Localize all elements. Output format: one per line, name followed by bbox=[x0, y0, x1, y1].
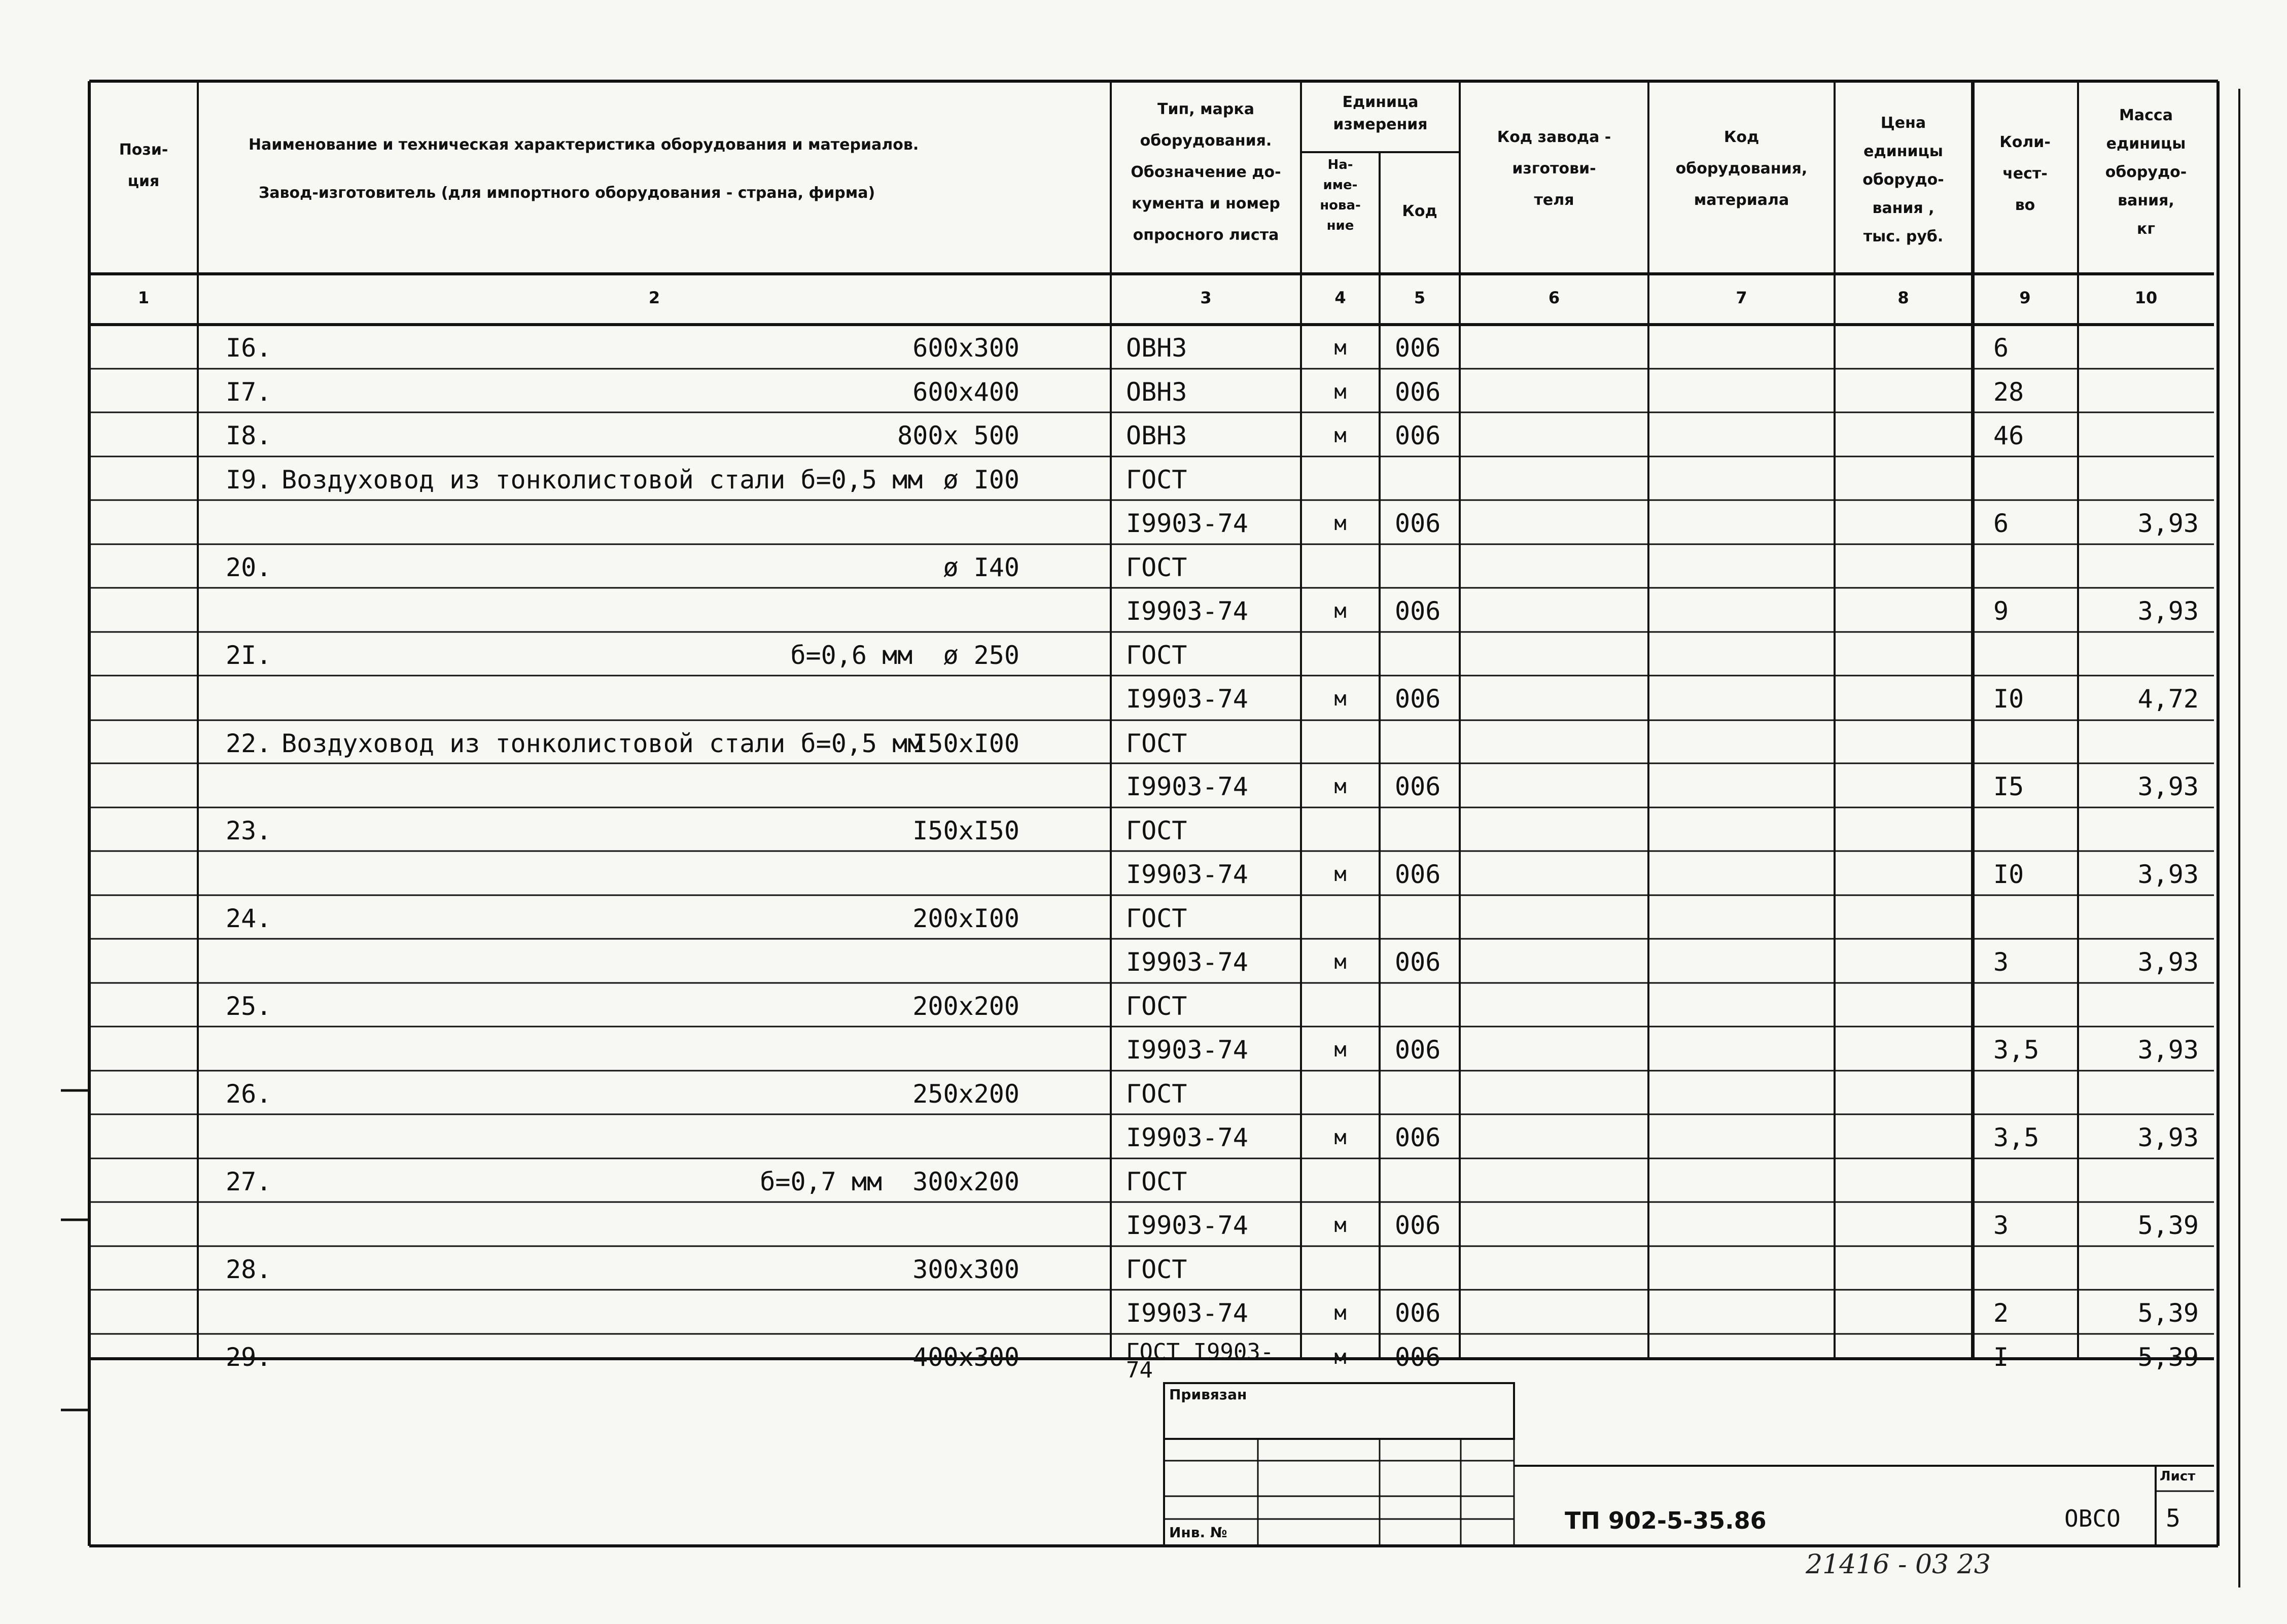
type-header-line: кумента и номер bbox=[1132, 195, 1280, 213]
row-number: 27. bbox=[226, 1167, 272, 1196]
row-number: I8. bbox=[226, 421, 272, 450]
row-unit-code: 006 bbox=[1395, 947, 1441, 977]
row-quantity: 28 bbox=[1993, 377, 2024, 407]
row-type: ГОСТ bbox=[1126, 1079, 1187, 1109]
row-number: 20. bbox=[226, 553, 272, 582]
equipment-code-header-line: оборудования, bbox=[1675, 160, 1808, 178]
equipment-code-header-line: материала bbox=[1694, 191, 1789, 209]
factory-code-header-line: теля bbox=[1534, 191, 1574, 209]
unit-group-header-line: Единица bbox=[1342, 93, 1419, 111]
column-number: 2 bbox=[648, 288, 660, 307]
row-mass: 5,39 bbox=[2137, 1298, 2199, 1328]
row-mass: 3,93 bbox=[2137, 1035, 2199, 1065]
position-header-line: ция bbox=[127, 172, 160, 190]
row-number: I6. bbox=[226, 333, 272, 363]
row-quantity: I0 bbox=[1993, 684, 2024, 714]
row-type: ГОСТ bbox=[1126, 992, 1187, 1021]
handwritten-note: 21416 - 03 23 bbox=[1806, 1549, 1991, 1580]
mass-header-line: кг bbox=[2136, 220, 2156, 238]
row-type: I9903-74 bbox=[1126, 1035, 1248, 1065]
row-unit-code: 006 bbox=[1395, 1035, 1441, 1065]
row-size: 400x300 bbox=[912, 1343, 1019, 1372]
type-header-line: Тип, марка bbox=[1157, 100, 1254, 118]
document-number: ТП 902-5-35.86 bbox=[1565, 1507, 1767, 1534]
row-number: 2I. bbox=[226, 641, 272, 670]
inventory-label: Инв. № bbox=[1169, 1524, 1227, 1541]
row-type: ГОСТ bbox=[1126, 465, 1187, 495]
linked-label: Привязан bbox=[1169, 1386, 1247, 1403]
row-size: ø I00 bbox=[943, 465, 1019, 495]
row-size: 200xI00 bbox=[912, 904, 1019, 933]
row-unit: м bbox=[1334, 775, 1347, 798]
row-mass: 3,93 bbox=[2137, 596, 2199, 626]
column-number: 5 bbox=[1414, 288, 1426, 307]
column-number: 4 bbox=[1334, 288, 1346, 307]
row-unit: м bbox=[1334, 1214, 1347, 1237]
row-number: 29. bbox=[226, 1343, 272, 1372]
row-quantity: 6 bbox=[1993, 333, 2009, 363]
name-header-line: Завод-изготовитель (для импортного оборудования - страна, фирма) bbox=[259, 184, 875, 202]
row-unit: м bbox=[1334, 1301, 1347, 1325]
row-type: I9903-74 bbox=[1126, 1298, 1248, 1328]
price-header-line: тыс. руб. bbox=[1863, 228, 1944, 245]
row-type: I9903-74 bbox=[1126, 860, 1248, 889]
row-mass: 3,93 bbox=[2137, 947, 2199, 977]
row-size: 250x200 bbox=[912, 1079, 1019, 1109]
price-header-line: единицы bbox=[1863, 143, 1943, 160]
type-header-line: Обозначение до- bbox=[1131, 163, 1281, 181]
row-type: ГОСТ bbox=[1126, 1255, 1187, 1284]
row-size: б=0,6 мм ø 250 bbox=[790, 641, 1019, 670]
row-unit-code: 006 bbox=[1395, 509, 1441, 538]
row-size: 800x 500 bbox=[897, 421, 1019, 450]
row-type: ОВН3 bbox=[1126, 333, 1187, 363]
row-unit-code: 006 bbox=[1395, 684, 1441, 714]
column-number: 1 bbox=[137, 288, 150, 307]
unit-name-header-line: име- bbox=[1323, 178, 1358, 193]
row-size: 300x300 bbox=[912, 1255, 1019, 1284]
row-type: I9903-74 bbox=[1126, 684, 1248, 714]
row-quantity: 3 bbox=[1993, 1211, 2009, 1240]
row-mass: 5,39 bbox=[2137, 1343, 2199, 1372]
row-unit-code: 006 bbox=[1395, 772, 1441, 801]
row-number: 22. bbox=[226, 729, 272, 758]
row-size: 600x400 bbox=[912, 377, 1019, 407]
row-number: 25. bbox=[226, 992, 272, 1021]
row-unit-code: 006 bbox=[1395, 596, 1441, 626]
unit-name-header-line: На- bbox=[1327, 157, 1353, 172]
row-unit: м bbox=[1334, 424, 1347, 447]
type-header-line: оборудования. bbox=[1140, 132, 1272, 150]
row-size: I50xI00 bbox=[912, 729, 1019, 758]
row-unit: м bbox=[1334, 380, 1347, 404]
row-unit-code: 006 bbox=[1395, 1343, 1441, 1372]
row-mass: 5,39 bbox=[2137, 1211, 2199, 1240]
row-unit: м bbox=[1334, 1126, 1347, 1149]
row-type: ГОСТ I9903-74 bbox=[1126, 1339, 1274, 1383]
row-mass: 3,93 bbox=[2137, 1123, 2199, 1152]
row-unit-code: 006 bbox=[1395, 860, 1441, 889]
price-header-line: оборудо- bbox=[1862, 171, 1944, 189]
row-unit: м bbox=[1334, 336, 1347, 360]
row-unit-code: 006 bbox=[1395, 421, 1441, 450]
row-quantity: I0 bbox=[1993, 860, 2024, 889]
column-number: 3 bbox=[1200, 288, 1212, 307]
row-size: ø I40 bbox=[943, 553, 1019, 582]
row-unit: м bbox=[1334, 687, 1347, 711]
row-type: ГОСТ bbox=[1126, 641, 1187, 670]
row-mass: 3,93 bbox=[2137, 772, 2199, 801]
row-unit-code: 006 bbox=[1395, 1123, 1441, 1152]
name-header-line: Наименование и техническая характеристика оборудования и материалов. bbox=[249, 136, 919, 154]
row-unit: м bbox=[1334, 1038, 1347, 1062]
equipment-code-header-line: Код bbox=[1723, 128, 1760, 146]
row-unit-code: 006 bbox=[1395, 333, 1441, 363]
row-type: ГОСТ bbox=[1126, 1167, 1187, 1196]
row-quantity: 46 bbox=[1993, 421, 2024, 450]
column-number: 9 bbox=[2019, 288, 2031, 307]
row-type: I9903-74 bbox=[1126, 1211, 1248, 1240]
unit-group-header-line: измерения bbox=[1333, 116, 1428, 133]
row-mass: 3,93 bbox=[2137, 509, 2199, 538]
row-type: I9903-74 bbox=[1126, 509, 1248, 538]
row-mass: 4,72 bbox=[2137, 684, 2199, 714]
mass-header-line: единицы bbox=[2106, 135, 2186, 153]
column-number: 8 bbox=[1897, 288, 1909, 307]
row-unit: м bbox=[1334, 950, 1347, 974]
unit-name-header-line: ние bbox=[1326, 218, 1354, 233]
row-quantity: I5 bbox=[1993, 772, 2024, 801]
row-quantity: 2 bbox=[1993, 1298, 2009, 1328]
unit-name-header-line: нова- bbox=[1320, 198, 1361, 213]
row-unit-code: 006 bbox=[1395, 377, 1441, 407]
column-number: 7 bbox=[1736, 288, 1747, 307]
row-type: I9903-74 bbox=[1126, 1123, 1248, 1152]
row-unit: м bbox=[1334, 599, 1347, 623]
row-number: 24. bbox=[226, 904, 272, 933]
document-code: ОВСО bbox=[2064, 1505, 2121, 1532]
row-unit: м bbox=[1334, 863, 1347, 886]
quantity-header-line: чест- bbox=[2002, 165, 2048, 183]
row-type: ОВН3 bbox=[1126, 421, 1187, 450]
row-unit: м bbox=[1334, 512, 1347, 535]
row-description: Воздуховод из тонколистовой стали б=0,5 мм bbox=[282, 465, 923, 495]
row-quantity: 3,5 bbox=[1993, 1035, 2039, 1065]
row-type: ГОСТ bbox=[1126, 904, 1187, 933]
row-type: I9903-74 bbox=[1126, 772, 1248, 801]
row-type: I9903-74 bbox=[1126, 947, 1248, 977]
row-number: 23. bbox=[226, 816, 272, 845]
unit-code-header: Код bbox=[1402, 202, 1437, 220]
quantity-header-line: во bbox=[2015, 196, 2035, 214]
type-header-line: опросного листа bbox=[1133, 226, 1279, 244]
row-quantity: 3,5 bbox=[1993, 1123, 2039, 1152]
sheet-label: Лист bbox=[2160, 1469, 2196, 1484]
row-size: б=0,7 мм 300x200 bbox=[760, 1167, 1019, 1196]
row-number: I9. bbox=[226, 465, 272, 495]
mass-header-line: Масса bbox=[2119, 107, 2173, 124]
row-quantity: 9 bbox=[1993, 596, 2009, 626]
row-size: 600x300 bbox=[912, 333, 1019, 363]
row-unit-code: 006 bbox=[1395, 1298, 1441, 1328]
row-size: I50xI50 bbox=[912, 816, 1019, 845]
row-number: 26. bbox=[226, 1079, 272, 1109]
position-header-line: Пози- bbox=[119, 141, 168, 159]
row-size: 200x200 bbox=[912, 992, 1019, 1021]
row-unit: м bbox=[1334, 1346, 1347, 1369]
quantity-header-line: Коли- bbox=[1999, 133, 2051, 151]
row-description: Воздуховод из тонколистовой стали б=0,5 мм bbox=[282, 729, 923, 758]
row-type: I9903-74 bbox=[1126, 596, 1248, 626]
sheet-number: 5 bbox=[2166, 1504, 2180, 1533]
row-quantity: 6 bbox=[1993, 509, 2009, 538]
row-quantity: 3 bbox=[1993, 947, 2009, 977]
price-header-line: Цена bbox=[1880, 114, 1926, 132]
column-number: 10 bbox=[2134, 288, 2158, 307]
row-type: ОВН3 bbox=[1126, 377, 1187, 407]
row-type: ГОСТ bbox=[1126, 729, 1187, 758]
factory-code-header-line: изготови- bbox=[1512, 160, 1596, 178]
row-mass: 3,93 bbox=[2137, 860, 2199, 889]
price-header-line: вания , bbox=[1872, 199, 1934, 217]
row-number: I7. bbox=[226, 377, 272, 407]
row-quantity: I bbox=[1993, 1343, 2009, 1372]
row-unit-code: 006 bbox=[1395, 1211, 1441, 1240]
row-type: ГОСТ bbox=[1126, 553, 1187, 582]
row-number: 28. bbox=[226, 1255, 272, 1284]
mass-header-line: вания, bbox=[2118, 192, 2174, 209]
mass-header-line: оборудо- bbox=[2105, 163, 2187, 181]
row-type: ГОСТ bbox=[1126, 816, 1187, 845]
column-number: 6 bbox=[1548, 288, 1560, 307]
factory-code-header-line: Код завода - bbox=[1497, 128, 1611, 146]
